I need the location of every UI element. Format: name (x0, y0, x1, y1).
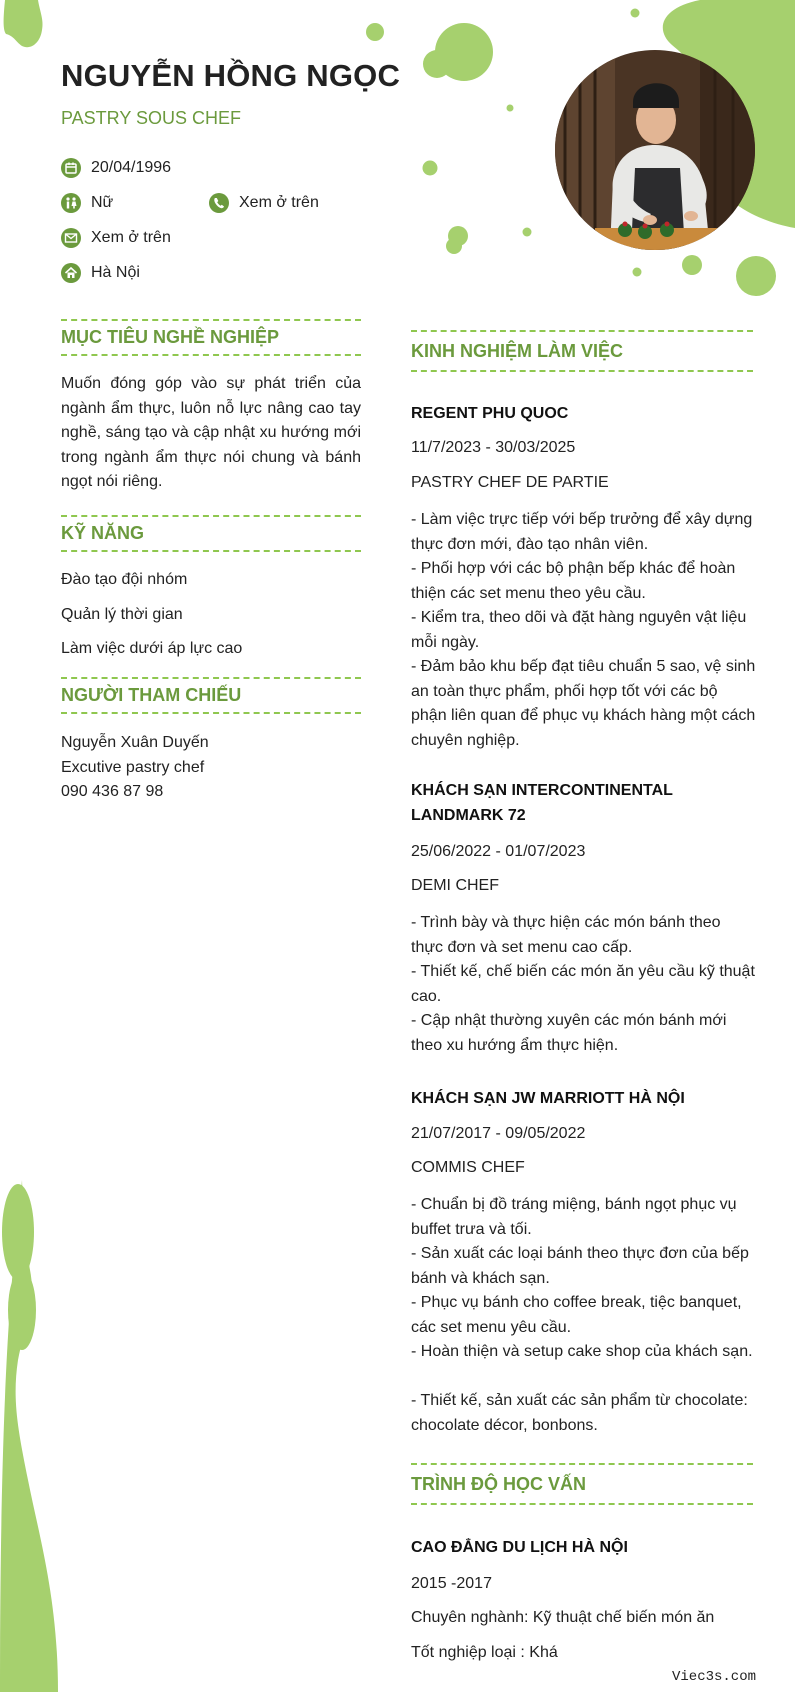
job-period: 21/07/2017 - 09/05/2022 (411, 1125, 586, 1142)
profile-photo (555, 50, 755, 250)
job-duty: - Làm việc trực tiếp với bếp trưởng để xây dựng thực đơn mới, đào tạo nhân viên. (411, 511, 753, 553)
contact-birthday (61, 158, 171, 178)
references-heading: NGƯỜI THAM CHIẾU (61, 677, 361, 714)
job-duty: - Thiết kế, sản xuất các sản phẩm từ chocolate: chocolate décor, bonbons. (411, 1392, 748, 1434)
gender-icon (61, 193, 81, 213)
job-duty: - Phục vụ bánh cho coffee break, tiệc banquet, các set menu yêu cầu. (411, 1294, 742, 1336)
job-duty: - Cập nhật thường xuyên các món bánh mới theo xu hướng ẩm thực hiện. (411, 1012, 727, 1054)
skill-item: Quản lý thời gian (61, 606, 183, 623)
experience-heading: KINH NGHIỆM LÀM VIỆC (411, 330, 753, 372)
objective-heading: MỤC TIÊU NGHỀ NGHIỆP (61, 319, 361, 356)
phone-value[interactable]: Xem ở trên (239, 194, 319, 211)
education-period: 2015 -2017 (411, 1575, 492, 1592)
home-icon (61, 263, 81, 283)
education-major: Chuyên nghành: Kỹ thuật chế biến món ăn (411, 1609, 715, 1626)
job-company: KHÁCH SẠN JW MARRIOTT HÀ NỘI (411, 1090, 685, 1107)
education-heading: TRÌNH ĐỘ HỌC VẤN (411, 1463, 753, 1505)
skills-heading: KỸ NĂNG (61, 515, 361, 552)
calendar-icon (61, 158, 81, 178)
education-school: CAO ĐẲNG DU LỊCH HÀ NỘI (411, 1539, 628, 1556)
job-duty: - Chuẩn bị đồ tráng miệng, bánh ngọt phục vụ buffet trưa và tối. (411, 1196, 737, 1238)
job-duty: - Trình bày và thực hiện các món bánh theo thực đơn và set menu cao cấp. (411, 914, 721, 956)
job-company: KHÁCH SẠN INTERCONTINENTAL LANDMARK 72 (411, 782, 673, 824)
phone-icon (209, 193, 229, 213)
skill-item: Làm việc dưới áp lực cao (61, 640, 243, 657)
job-duty: - Hoàn thiện và setup cake shop của khách sạn. (411, 1343, 753, 1360)
job-period: 25/06/2022 - 01/07/2023 (411, 843, 586, 860)
contact-email (61, 228, 171, 248)
watermark: Viec3s.com (672, 1669, 757, 1685)
reference-position: Excutive pastry chef (61, 759, 205, 776)
education-grade: Tốt nghiệp loại : Khá (411, 1644, 558, 1661)
contact-address (61, 263, 140, 283)
birthday-value: 20/04/1996 (91, 159, 172, 176)
gender-value: Nữ (91, 194, 114, 211)
reference-name: Nguyễn Xuân Duyến (61, 734, 209, 751)
job-duty: - Kiểm tra, theo dõi và đặt hàng nguyên vật liệu mỗi ngày. (411, 609, 747, 651)
reference-phone: 090 436 87 98 (61, 783, 164, 800)
job-duty: - Thiết kế, chế biến các món ăn yêu cầu kỹ thuật cao. (411, 963, 755, 1005)
skill-item: Đào tạo đội nhóm (61, 571, 188, 588)
email-value[interactable]: Xem ở trên (91, 229, 171, 246)
job-title: PASTRY SOUS CHEF (61, 108, 242, 128)
job-duty: - Phối hợp với các bộ phận bếp khác để hoàn thiện các set menu theo yêu cầu. (411, 560, 736, 602)
job-position: COMMIS CHEF (411, 1159, 525, 1176)
objective-text: Muốn đóng góp vào sự phát triển của ngành ẩm thực, luôn nỗ lực nâng cao tay nghề, sáng tạo và cập nhật xu hướng mới trong ngành ẩm thực nói chung và bánh ngọt nói riêng. (61, 375, 361, 490)
job-position: PASTRY CHEF DE PARTIE (411, 474, 609, 491)
job-duty: - Sản xuất các loại bánh theo thực đơn của bếp bánh và khách sạn. (411, 1245, 749, 1287)
job-period: 11/7/2023 - 30/03/2025 (411, 439, 576, 456)
email-icon (61, 228, 81, 248)
job-duty: - Đảm bảo khu bếp đạt tiêu chuẩn 5 sao, vệ sinh an toàn thực phẩm, phối hợp tốt với các bộ phận liên quan để phục vụ khách hàng một cách chuyên nghiệp. (411, 658, 756, 750)
candidate-name: NGUYỄN HỒNG NGỌC (61, 58, 401, 93)
address-value: Hà Nội (91, 264, 140, 281)
job-company: REGENT PHU QUOC (411, 405, 569, 422)
contact-gender (61, 193, 113, 213)
job-position: DEMI CHEF (411, 877, 499, 894)
contact-phone (209, 193, 319, 213)
